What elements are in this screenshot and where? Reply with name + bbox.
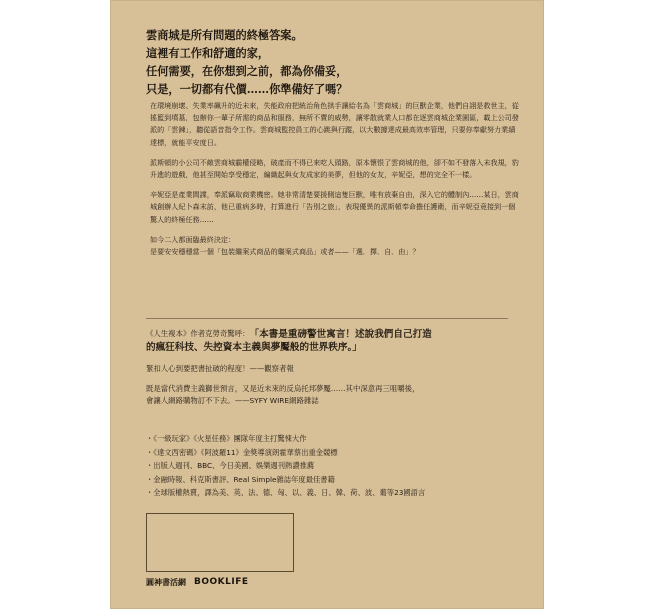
tagline-line: 只是，一切都有代價……你準備好了嗎？	[146, 82, 348, 96]
publisher-logo	[146, 575, 249, 589]
quote-source: ——SYFY WIRE網路雜誌	[234, 396, 319, 405]
quote-text: 既是當代消費主義獅世預言，又是近未來的反烏托邦夢魘……其中深意再三咀嚼後，	[146, 384, 420, 393]
praise-quote-2	[146, 363, 526, 375]
praise-section	[146, 328, 526, 407]
tagline-line: 雲商城是所有問題的終極答案。	[146, 28, 303, 42]
tagline-line: 這裡有工作和舒適的家，	[146, 46, 270, 60]
section-divider	[146, 318, 508, 319]
tagline-block	[146, 26, 526, 98]
barcode-box	[146, 513, 294, 572]
quote-text: 緊扣人心到要把書扯破的程度！	[146, 364, 250, 373]
synopsis	[150, 100, 520, 258]
accolade-item: ・出版人週刊、BBC、今日美國、娛樂週刊熱讚推薦	[146, 461, 315, 470]
quote-text: 會讓人網路購物訂不下去。	[146, 396, 235, 405]
quote-source: 《人生複本》作者克勞奇驚呼：	[146, 329, 250, 338]
accolades-list	[146, 432, 526, 500]
closing-line: 是要安安穩穩當一個「包裝繼案式商品的繼案式商品」或者——「選．擇．自．由」？	[150, 247, 420, 257]
publisher-brand: BOOKLIFE	[194, 577, 249, 587]
accolade-item: ・《達文西密碼》《阿波羅11》金獎導演朗霍華蔡出重金競標	[146, 447, 338, 457]
quote-text: 「本書是重磅警世寓言！述說我們自己打造	[249, 329, 432, 340]
quote-line	[146, 395, 526, 407]
accolade-item: ・《一級玩家》《火星任務》團隊年度主打驚悚大作	[146, 434, 307, 443]
back-cover	[110, 0, 544, 609]
accolade-item: ・金融時報、科克斯書評、Real Simple雜誌年度最佳書籍	[146, 474, 335, 484]
closing-line: 如今二人都面臨最終決定：	[150, 234, 236, 244]
quote-source: ——觀察者報	[249, 364, 294, 373]
quote-text-continued: 的瘋狂科技、失控資本主義與夢魘般的世界秩序。」	[146, 342, 362, 353]
praise-quote-3	[146, 383, 526, 407]
accolade-item: ・全球版權熱賣，譯為美、英、法、德、匈、以、義、日、韓、荷、波、葡等23國語言	[146, 488, 426, 497]
praise-quote-1	[146, 328, 526, 341]
synopsis-paragraph: 派斯頓的小公司不敵雲商城霸權侵略，破產而不得已來吃人頭路，原本懷恨了雲商城的他，卻不如不發落入未我規，豹升進的遊戲，他甚至開始享受穩定，編織起與女友成家的美夢，但他的女友，辛妮亞，想的完全不一樣。	[150, 157, 519, 180]
tagline-line: 任何需要，在你想到之前，都為你備妥，	[146, 64, 348, 78]
synopsis-paragraph: 辛妮亞是產業間諜，奉派竊取商業機密。她非常清楚要援側這隻巨獸，唯有放棄自由，深入它的體制內……某日，雲商城創辦人紀卜森末訪，他已重病多時，打算進行「告別之旅」，表現優異的派斯頓奉命擔任護衛，而辛妮亞竟接到一個驚人的終極任務……	[150, 190, 519, 224]
publisher-name: 圓神書活網	[146, 577, 186, 587]
synopsis-closing	[150, 234, 520, 258]
synopsis-paragraph: 在環境崩壞、失業率飆升的近未來，失能政府把統治角色拱手讓給名為「雲商城」的巨獸企業，他們自詡是救世主，從搖籃到墳墓，包辦你一輩子所需的商品和服務，無所不賣的威勢，讓零散就業人口都在逐雲商城企業園區，載上公司發派的「雲鍊」，聽從語音指令工作。雲商城監控員工的心跳與行蹤，以大數據達成最高效率管理，只要你奉獻努力業績達標，就能平安度日。	[150, 101, 519, 147]
